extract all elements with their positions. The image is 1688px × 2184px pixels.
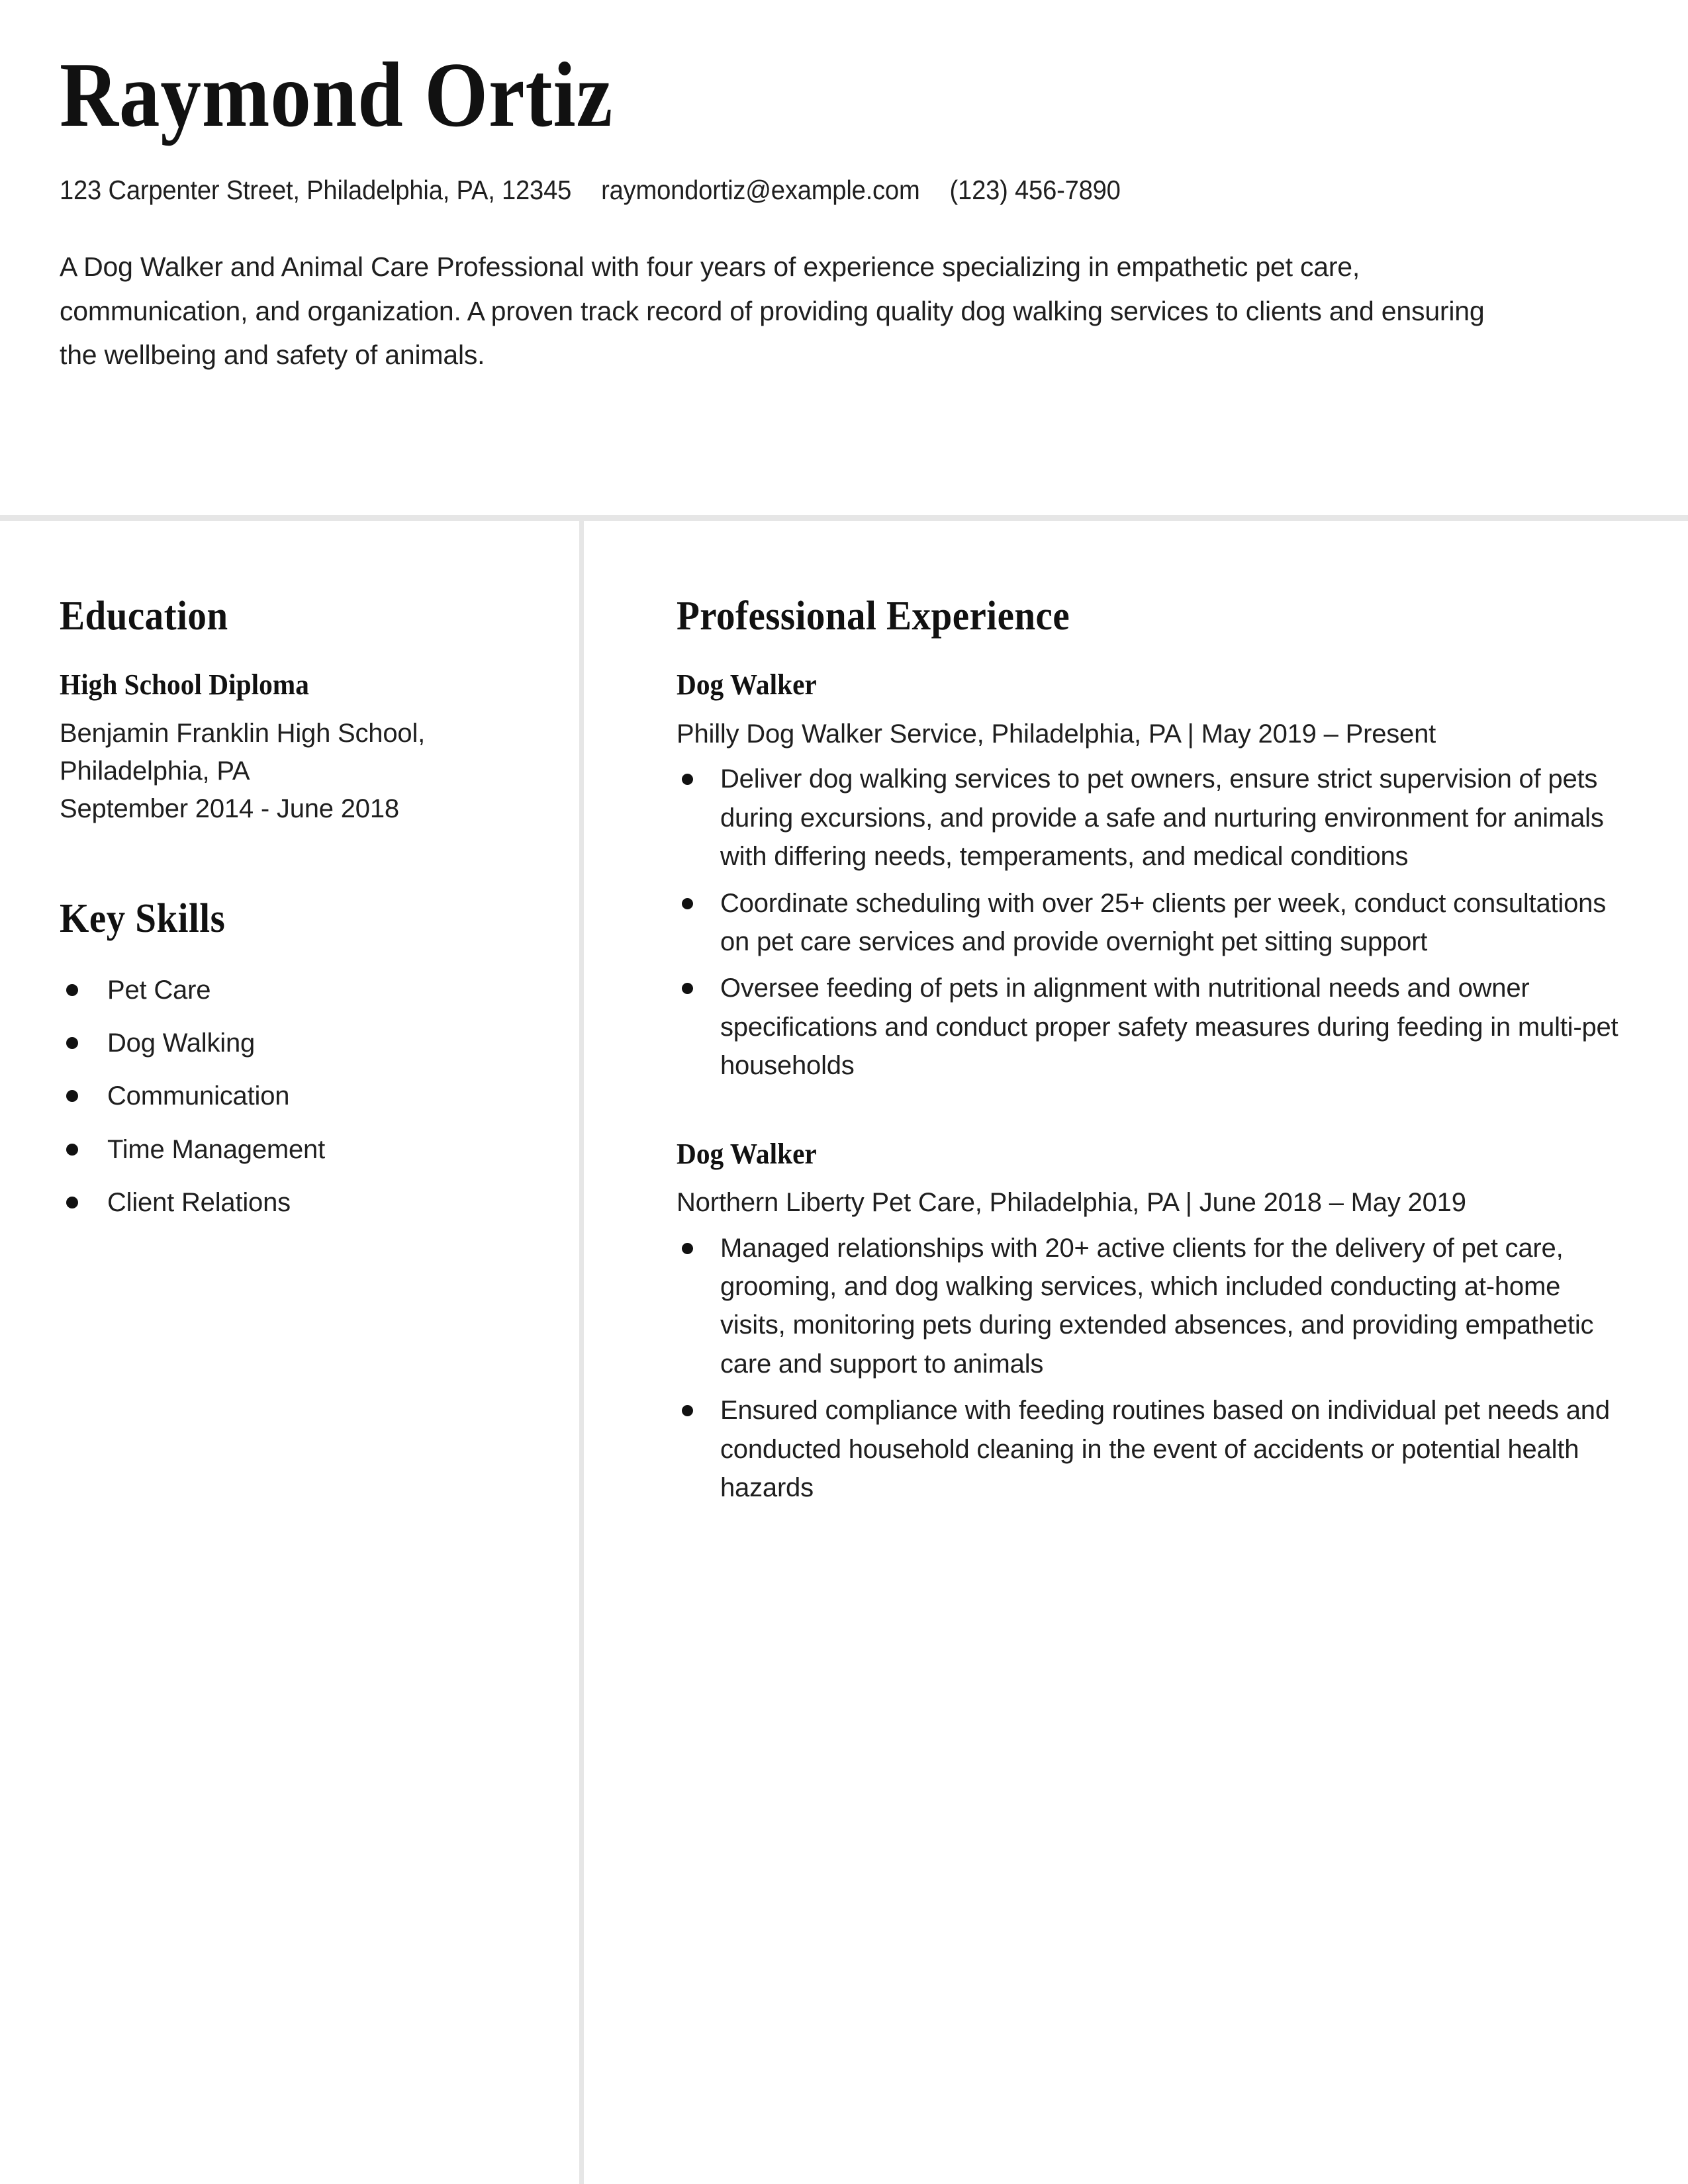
contact-line	[60, 173, 1519, 208]
resume-header	[0, 0, 1688, 421]
skill-label: Communication	[107, 1081, 290, 1111]
list-item	[60, 1024, 533, 1062]
job-title: Dog Walker	[677, 668, 817, 702]
list-item	[60, 1130, 533, 1169]
list-item	[677, 884, 1622, 962]
job-bullet-list	[677, 760, 1622, 1085]
job-meta: Philly Dog Walker Service, Philadelphia, PA | May 2019 – Present	[677, 719, 1436, 749]
list-item	[677, 760, 1622, 876]
job-title: Dog Walker	[677, 1137, 817, 1170]
list-item	[60, 1077, 533, 1115]
bullet-text: Ensured compliance with feeding routines based on individual pet needs and conducted household cleaning in the event of accidents or potential health hazards	[720, 1396, 1610, 1503]
contact-phone[interactable]: (123) 456-7890	[949, 175, 1121, 205]
education-location: Philadelphia, PA	[60, 756, 250, 786]
professional-summary: A Dog Walker and Animal Care Professional with four years of experience specializing in empathetic pet care, communication, and organization. A proven track record of providing quality dog walking services to clients and ensuring the wellbeing and safety of animals.	[60, 251, 1485, 371]
bullet-text: Deliver dog walking services to pet owners, ensure strict supervision of pets during excursions, and provide a safe and nurturing environment for animals with differing needs, temperaments, and medical conditions	[720, 764, 1604, 872]
education-school: Benjamin Franklin High School,	[60, 718, 426, 748]
experience-entry	[677, 668, 1622, 1085]
bullet-text: Oversee feeding of pets in alignment with nutritional needs and owner specifications and conduct proper safety measures during feeding in multi-pet households	[720, 974, 1618, 1081]
page-title: Raymond Ortiz	[60, 44, 614, 146]
resume-body	[0, 521, 1688, 1515]
skill-label: Pet Care	[107, 975, 211, 1005]
list-item	[677, 1229, 1622, 1384]
left-column	[0, 521, 579, 1515]
education-entry	[60, 668, 533, 827]
key-skills-list	[60, 971, 533, 1222]
experience-entry	[677, 1137, 1622, 1508]
contact-email[interactable]: raymondortiz@example.com	[601, 175, 920, 205]
education-heading: Education	[60, 594, 228, 639]
contact-address: 123 Carpenter Street, Philadelphia, PA, 12345	[60, 175, 572, 205]
bullet-text: Managed relationships with 20+ active clients for the delivery of pet care, grooming, and dog walking services, which included conducting at-home visits, monitoring pets during extended absences, and providing empathetic care and support to animals	[720, 1233, 1594, 1379]
job-bullet-list	[677, 1229, 1622, 1508]
skill-label: Time Management	[107, 1134, 325, 1164]
bullet-text: Coordinate scheduling with over 25+ clients per week, conduct consultations on pet care services and provide overnight pet sitting support	[720, 888, 1607, 956]
list-item	[677, 1391, 1622, 1507]
job-meta: Northern Liberty Pet Care, Philadelphia, PA | June 2018 – May 2019	[677, 1188, 1466, 1218]
education-dates: September 2014 - June 2018	[60, 794, 399, 823]
skill-label: Client Relations	[107, 1188, 291, 1218]
list-item	[60, 971, 533, 1009]
list-item	[677, 969, 1622, 1085]
education-degree: High School Diploma	[60, 668, 309, 702]
list-item	[60, 1183, 533, 1222]
experience-heading: Professional Experience	[677, 594, 1070, 639]
key-skills-heading: Key Skills	[60, 896, 226, 942]
header-divider	[0, 515, 1688, 521]
skill-label: Dog Walking	[107, 1028, 256, 1058]
right-column	[579, 521, 1688, 1515]
